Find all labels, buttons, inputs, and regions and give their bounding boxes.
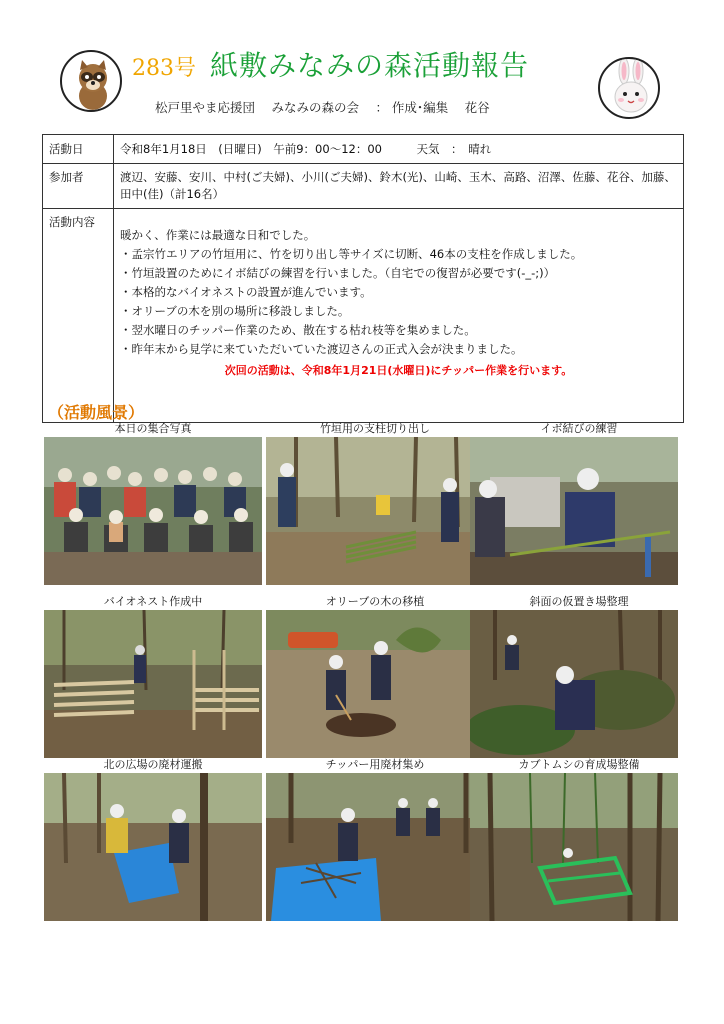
activity-line: ・孟宗竹エリアの竹垣用に、竹を切り出し等サイズに切断、46本の支柱を作成しました。 [120, 247, 583, 261]
photo-caption: チッパー用廃材集め [325, 758, 425, 771]
activity-content [114, 209, 684, 423]
activity-line: ・本格的なバイオネストの設置が進んでいます。 [120, 285, 372, 299]
knot-practice-photo [470, 437, 688, 585]
photo-olive-transplant [266, 593, 484, 758]
participants-label: 参加者 [43, 164, 114, 209]
date-row [43, 135, 684, 164]
activity-row [43, 209, 684, 423]
activity-line: 暖かく、作業には最適な日和でした。 [120, 228, 316, 242]
photo-caption: 斜面の仮置き場整理 [529, 595, 629, 608]
photo-bamboo-posts [266, 420, 484, 585]
issue-number: 283号 [132, 56, 196, 81]
photo-caption: カブトムシの育成場整備 [518, 758, 640, 771]
photo-group [44, 420, 262, 585]
activity-list [120, 214, 677, 359]
photo-beetle-habitat [470, 756, 688, 921]
date-label: 活動日 [43, 135, 114, 164]
activity-line: ・昨年末から見学に来ていただいていた渡辺さんの正式入会が決まりました。 [120, 342, 523, 356]
title-row [132, 44, 592, 84]
group-photo [44, 437, 262, 585]
photo-chipper-collect [266, 756, 484, 921]
page-title: 紙敷みなみの森活動報告 [210, 49, 530, 82]
bionest-photo [44, 610, 262, 758]
photo-caption: バイオネスト作成中 [103, 595, 203, 608]
next-activity-notice: 次回の活動は、令和8年1月21日(水曜日)にチッパー作業を行います。 [224, 364, 573, 377]
photo-north-plaza [44, 756, 262, 921]
photo-bionest [44, 593, 262, 758]
date-value: 令和8年1月18日 (日曜日) 午前9：00〜12：00 天気 ： 晴れ [114, 135, 684, 164]
activity-label: 活動内容 [43, 209, 114, 423]
participants-row [43, 164, 684, 209]
subtitle: 松戸里やま応援団 みなみの森の会 ： 作成･編集 花谷 [155, 100, 490, 115]
chipper-collect-photo [266, 773, 484, 921]
activity-line: ・翌水曜日のチッパー作業のため、散在する枯れ枝等を集めました。 [120, 323, 476, 337]
rabbit-icon [600, 59, 660, 119]
rabbit-mascot [598, 57, 660, 119]
photo-caption: 北の広場の廃材運搬 [103, 758, 203, 771]
photo-caption: 本日の集合写真 [114, 422, 192, 435]
activity-line: ・竹垣設置のためにイボ結びの練習を行いました。（自宅での復習が必要です(-_-;)） [120, 266, 556, 280]
beetle-habitat-photo [470, 773, 688, 921]
bamboo-posts-photo [266, 437, 484, 585]
photo-caption: 竹垣用の支柱切り出し [320, 422, 430, 435]
slope-storage-photo [470, 610, 688, 758]
photo-caption: オリーブの木の移植 [325, 595, 425, 608]
photo-caption: イボ結びの練習 [540, 422, 618, 435]
photo-knot-practice [470, 420, 688, 585]
activity-line: ・オリーブの木を別の場所に移設しました。 [120, 304, 350, 318]
north-plaza-photo [44, 773, 262, 921]
participants-value: 渡辺、安藤、安川、中村(ご夫婦)、小川(ご夫婦)、鈴木(光)、山崎、玉木、高路、沼澤、佐藤、花谷、加藤、田中(佳)（計16名） [114, 164, 684, 209]
tanuki-icon [62, 52, 122, 112]
olive-transplant-photo [266, 610, 484, 758]
photo-slope-storage [470, 593, 688, 758]
tanuki-mascot [60, 50, 122, 112]
gallery-heading: （活動風景） [48, 403, 145, 422]
activity-info-table [42, 134, 684, 423]
